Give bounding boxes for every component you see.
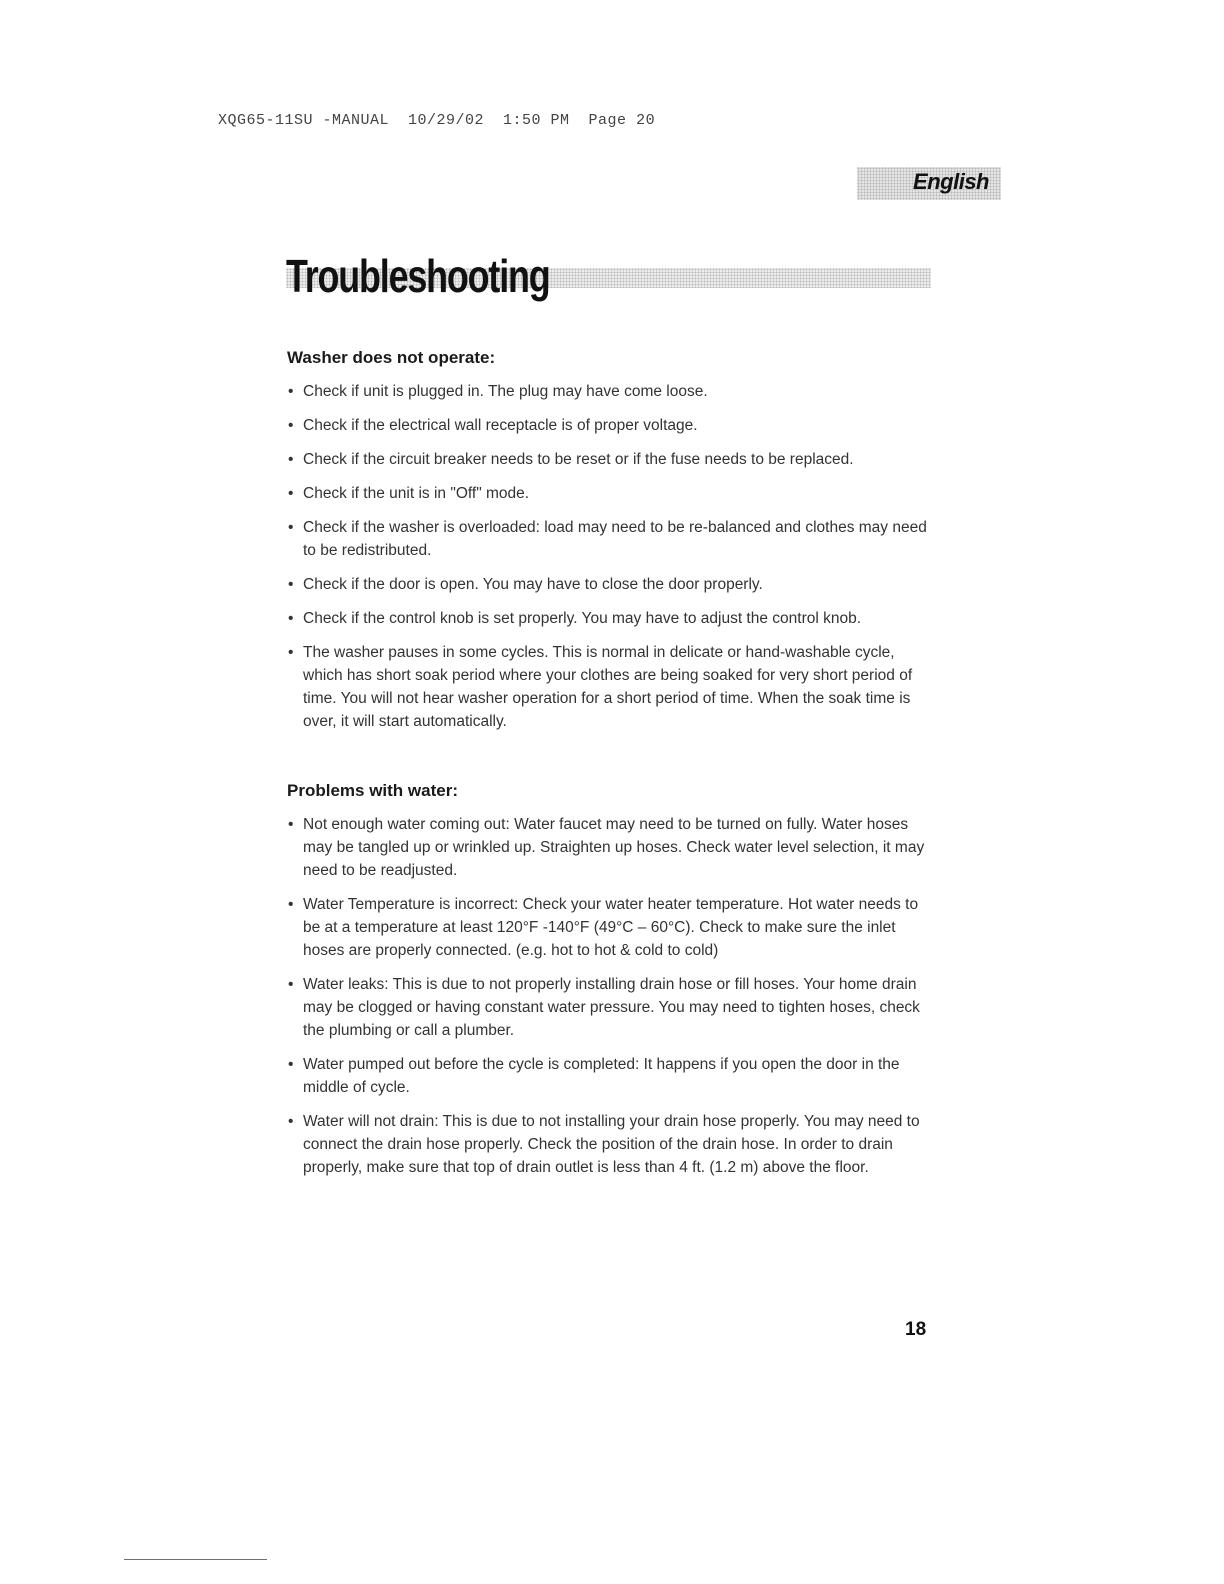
list-item: • Not enough water coming out: Water faucet may need to be turned on fully. Water hoses may be tangled up or wrinkled up. Straighten up hoses. Check water level selection, it may need to be readjusted. <box>287 813 937 882</box>
list-item: • Check if the electrical wall receptacle is of proper voltage. <box>287 414 937 437</box>
language-tab-label: English <box>913 169 989 194</box>
section-problems-with-water <box>287 781 937 1190</box>
list-item: • Water will not drain: This is due to not installing your drain hose properly. You may need to connect the drain hose properly. Check the position of the drain hose. In order to drain properly, make sure that top of drain outlet is less than 4 ft. (1.2 m) above the floor. <box>287 1110 937 1179</box>
list-item: • Check if unit is plugged in. The plug may have come loose. <box>287 380 937 403</box>
bullet-list <box>287 813 937 1179</box>
list-item: • Water pumped out before the cycle is completed: It happens if you open the door in the middle of cycle. <box>287 1053 937 1099</box>
section-washer-does-not-operate <box>287 348 937 744</box>
list-item: • The washer pauses in some cycles. This is normal in delicate or hand-washable cycle, which has short soak period where your clothes are being soaked for very short period of time. You will not hear washer operation for a short period of time. When the soak time is over, it will start automatically. <box>287 641 937 733</box>
bullet-list <box>287 380 937 733</box>
page-number: 18 <box>905 1319 927 1340</box>
list-item: • Check if the circuit breaker needs to be reset or if the fuse needs to be replaced. <box>287 448 937 471</box>
section-heading: Washer does not operate: <box>287 348 496 367</box>
list-item: • Check if the door is open. You may have to close the door properly. <box>287 573 937 596</box>
language-tab <box>857 167 1001 200</box>
print-header: XQG65-11SU -MANUAL 10/29/02 1:50 PM Page 20 <box>218 112 656 129</box>
bottom-rule <box>124 1559 267 1560</box>
section-heading: Problems with water: <box>287 781 458 800</box>
list-item: • Check if the washer is overloaded: load may need to be re-balanced and clothes may need to be redistributed. <box>287 516 937 562</box>
list-item: • Water leaks: This is due to not properly installing drain hose or fill hoses. Your home drain may be clogged or having constant water pressure. You may need to tighten hoses, check the plumbing or call a plumber. <box>287 973 937 1042</box>
page-title: Troubleshooting <box>286 250 550 302</box>
list-item: • Check if the control knob is set properly. You may have to adjust the control knob. <box>287 607 937 630</box>
list-item: • Water Temperature is incorrect: Check your water heater temperature. Hot water needs to be at a temperature at least 120°F -140°F (49°C – 60°C). Check to make sure the inlet hoses are properly connected. (e.g. hot to hot & cold to cold) <box>287 893 937 962</box>
list-item: • Check if the unit is in "Off" mode. <box>287 482 937 505</box>
